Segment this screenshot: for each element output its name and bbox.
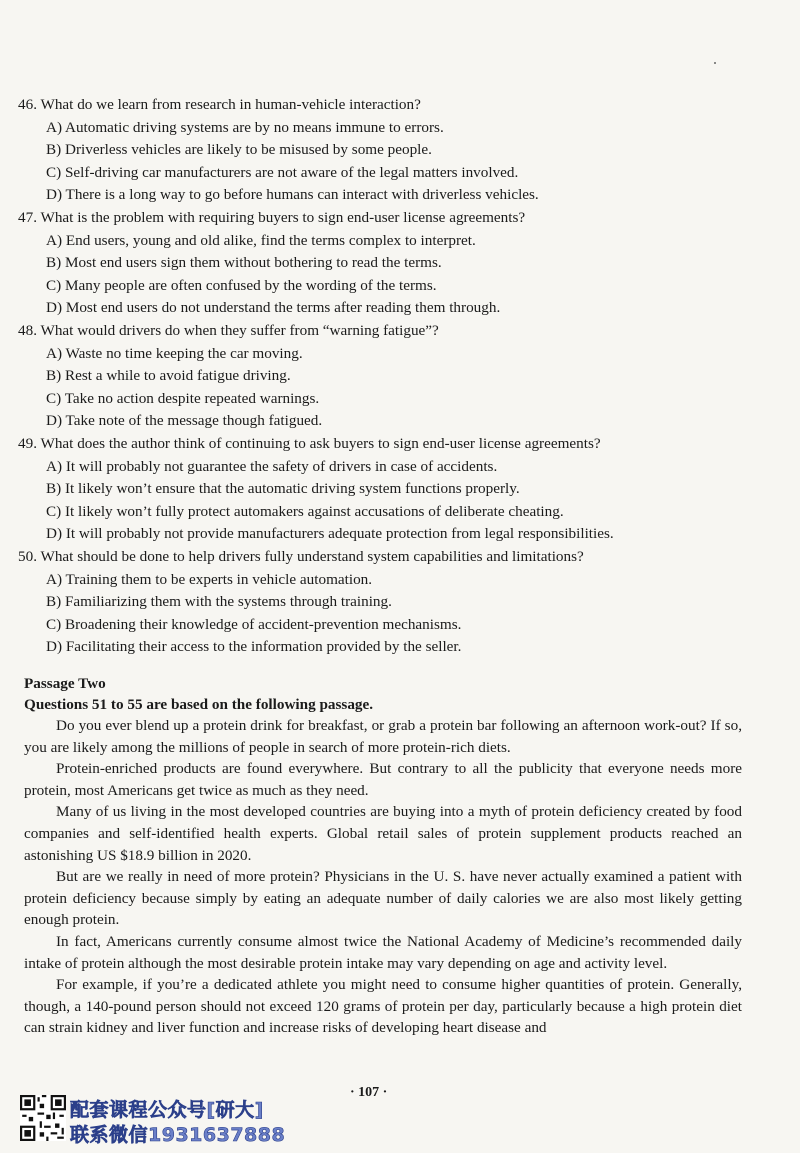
option-a: A) Training them to be experts in vehicle automation.	[46, 570, 373, 588]
option-c: C) It likely won’t fully protect automakers against accusations of deliberate cheating.	[46, 502, 564, 520]
question-stem: 48. What would drivers do when they suffer from “warning fatigue”?	[18, 322, 439, 339]
question-stem: 46. What do we learn from research in human-vehicle interaction?	[18, 96, 421, 113]
paragraph: For example, if you’re a dedicated athlete you might need to consume higher quantities of protein. Generally, though, a 140-pound person should not exceed 120 grams of protein per day, particularly because a high protein diet can strain kidney and liver function and increase risks of developing heart disease and	[24, 976, 742, 1037]
question-stem: 50. What should be done to help drivers fully understand system capabilities and limitations?	[18, 548, 584, 565]
watermark-line-2: 联系微信1931637888	[70, 1124, 286, 1146]
paragraph: But are we really in need of more protein? Physicians in the U. S. have never actually examined a patient with protein deficiency because simply by eating an adequate number of daily calories we are also most likely getting enough protein.	[24, 868, 742, 929]
question-48	[18, 320, 778, 433]
option-c: C) Take no action despite repeated warnings.	[46, 389, 320, 407]
question-46	[18, 94, 778, 207]
option-c: C) Self-driving car manufacturers are not aware of the legal matters involved.	[46, 163, 519, 181]
option-b: B) Driverless vehicles are likely to be misused by some people.	[46, 141, 432, 159]
option-d: D) It will probably not provide manufacturers adequate protection from legal responsibilities.	[46, 525, 614, 543]
question-stem: 47. What is the problem with requiring buyers to sign end-user license agreements?	[18, 209, 526, 226]
passage-title: Passage Two	[24, 675, 106, 692]
paragraph: Protein-enriched products are found everywhere. But contrary to all the publicity that everyone needs more protein, most Americans get twice as much as they need.	[24, 760, 742, 799]
option-d: D) There is a long way to go before humans can interact with driverless vehicles.	[46, 186, 539, 204]
qr-code-icon	[20, 1095, 66, 1141]
question-stem: 49. What does the author think of continuing to ask buyers to sign end-user license agreements?	[18, 435, 601, 452]
option-d: D) Facilitating their access to the information provided by the seller.	[46, 638, 462, 656]
option-a: A) It will probably not guarantee the safety of drivers in case of accidents.	[46, 457, 498, 475]
option-a: A) End users, young and old alike, find the terms complex to interpret.	[46, 231, 476, 249]
paragraph: In fact, Americans currently consume almost twice the National Academy of Medicine’s recommended daily intake of protein although the most desirable protein intake may vary depending on age and activity level.	[24, 932, 742, 972]
option-b: B) Most end users sign them without bothering to read the terms.	[46, 254, 442, 272]
watermark	[20, 1095, 320, 1145]
watermark-line-1: 配套课程公众号[研大]	[70, 1099, 264, 1121]
passage-subtitle: Questions 51 to 55 are based on the following passage.	[24, 696, 374, 713]
option-a: A) Automatic driving systems are by no means immune to errors.	[46, 118, 444, 136]
option-c: C) Many people are often confused by the wording of the terms.	[46, 276, 437, 294]
option-b: B) Rest a while to avoid fatigue driving.	[46, 367, 291, 385]
option-d: D) Take note of the message though fatigued.	[46, 412, 323, 430]
page-number: · 107 ·	[350, 1085, 388, 1100]
passage-two	[24, 673, 742, 1039]
paragraph: Do you ever blend up a protein drink for breakfast, or grab a protein bar following an afternoon work-out? If so, you are likely among the millions of people in search of more protein-rich diets.	[24, 717, 742, 756]
option-a: A) Waste no time keeping the car moving.	[46, 344, 303, 362]
option-d: D) Most end users do not understand the terms after reading them through.	[46, 299, 501, 317]
option-b: B) Familiarizing them with the systems through training.	[46, 593, 392, 611]
paragraph: Many of us living in the most developed countries are buying into a myth of protein deficiency created by food companies and self-identified health experts. Global retail sales of protein supplement products reached an astonishing US $18.9 billion in 2020.	[24, 803, 742, 864]
option-b: B) It likely won’t ensure that the automatic driving system functions properly.	[46, 480, 520, 498]
speck-mark	[714, 62, 716, 64]
question-47	[18, 207, 778, 320]
question-49	[18, 433, 778, 546]
option-c: C) Broadening their knowledge of accident-prevention mechanisms.	[46, 615, 462, 633]
question-50	[18, 546, 778, 659]
